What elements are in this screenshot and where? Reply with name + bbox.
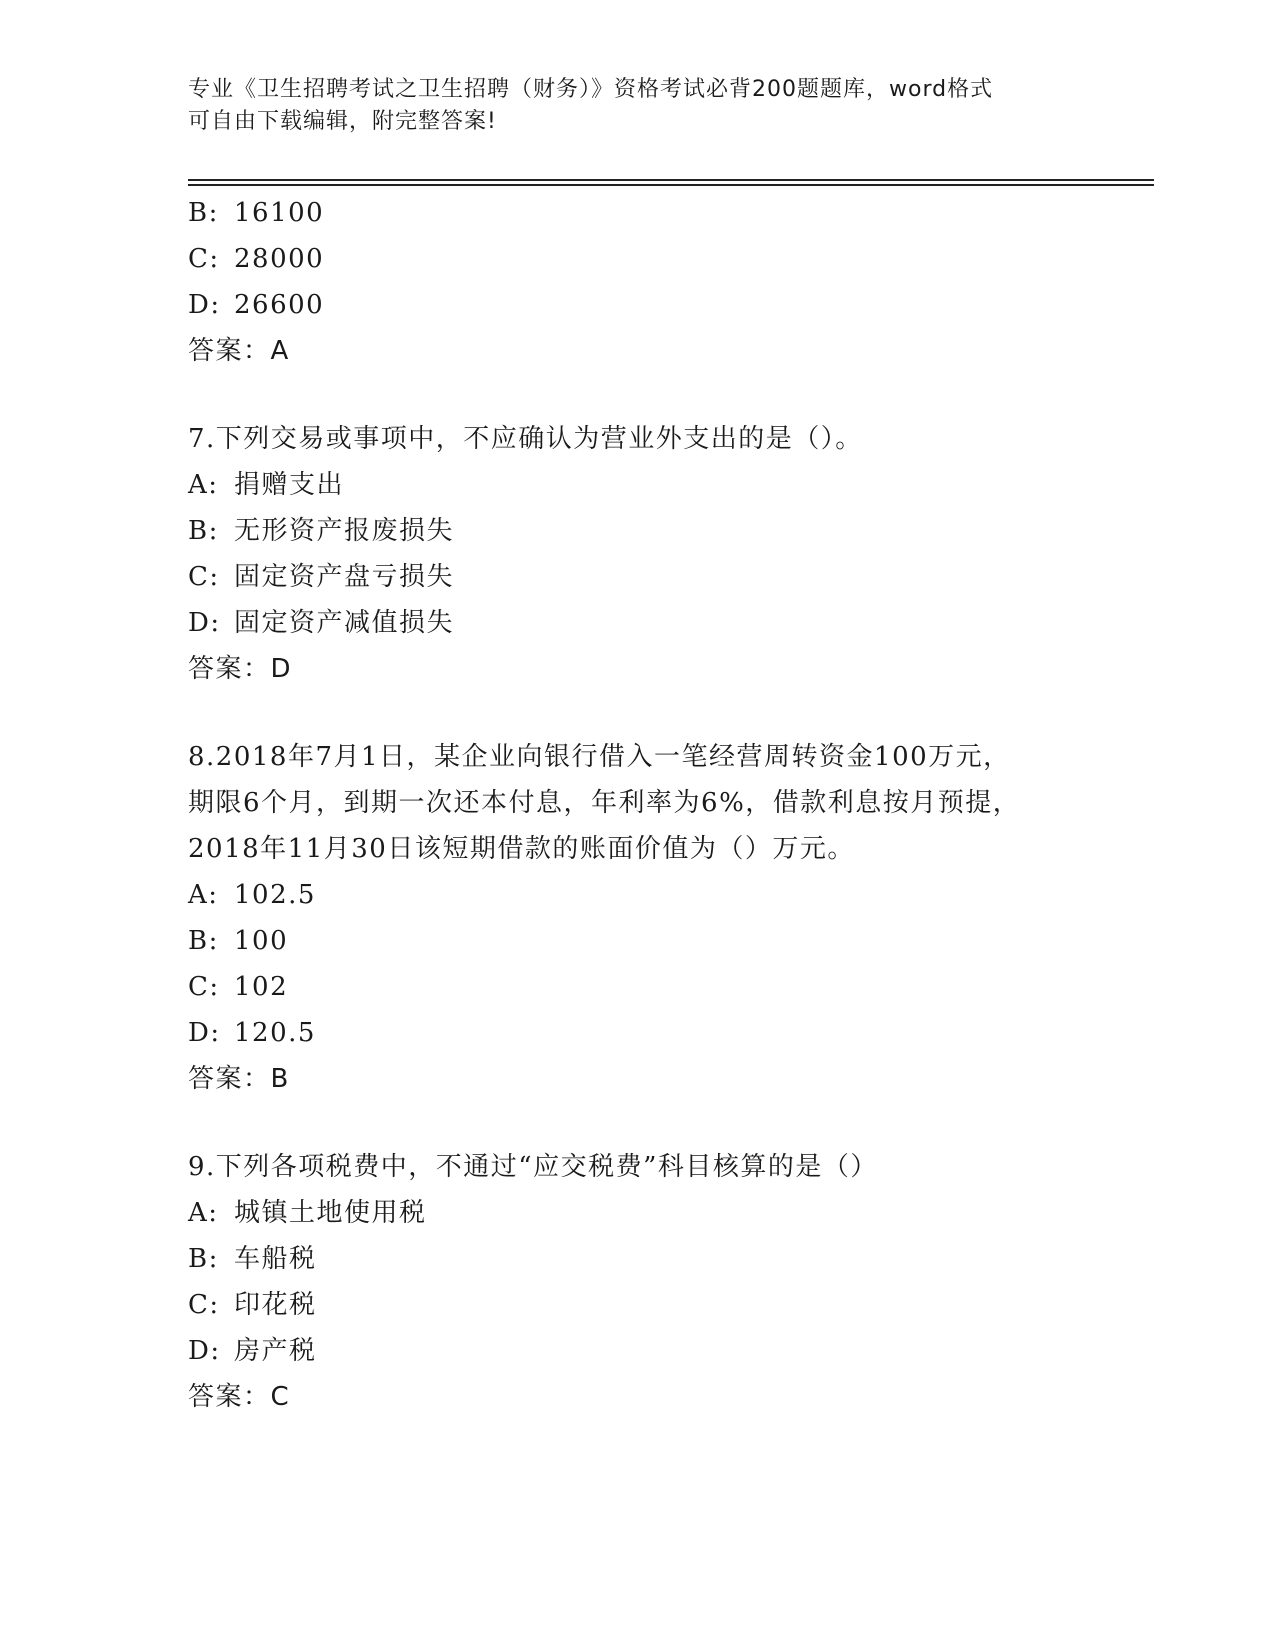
- option-text: 捐赠支出: [234, 470, 345, 500]
- option-row: [188, 1010, 1088, 1056]
- option-letter: C:: [188, 244, 220, 274]
- option-row: [188, 282, 1088, 328]
- option-row: [188, 190, 1088, 236]
- question-stem: 期限6个月，到期一次还本付息，年利率为6%，借款利息按月预提，: [188, 788, 1021, 818]
- document-header: [188, 74, 1088, 138]
- question-block-9: [188, 1144, 1088, 1420]
- option-text: 28000: [234, 244, 325, 274]
- option-text: 固定资产减值损失: [234, 608, 455, 638]
- option-row: [188, 1328, 1088, 1374]
- option-row: [188, 1190, 1088, 1236]
- option-row: [188, 554, 1088, 600]
- header-rule-top: [188, 179, 1154, 181]
- header-rule-bottom: [188, 184, 1154, 186]
- header-line-2: 可自由下载编辑，附完整答案!: [188, 109, 497, 134]
- option-row: [188, 964, 1088, 1010]
- option-text: 城镇土地使用税: [234, 1198, 427, 1228]
- option-letter: B:: [188, 926, 219, 956]
- option-letter: A:: [188, 1198, 219, 1228]
- option-letter: A:: [188, 470, 219, 500]
- option-text: 房产税: [234, 1336, 317, 1366]
- option-letter: D:: [188, 290, 221, 320]
- option-letter: D:: [188, 1018, 221, 1048]
- option-letter: D:: [188, 608, 221, 638]
- option-text: 120.5: [234, 1018, 316, 1048]
- question-block-8: [188, 734, 1088, 1102]
- option-text: 102: [234, 972, 289, 1002]
- option-row: [188, 600, 1088, 646]
- option-text: 100: [234, 926, 289, 956]
- option-letter: B:: [188, 1244, 219, 1274]
- option-letter: C:: [188, 1290, 220, 1320]
- question-stem: 7.下列交易或事项中，不应确认为营业外支出的是（）。: [188, 424, 863, 454]
- header-line-1: 专业《卫生招聘考试之卫生招聘（财务）》资格考试必背200题题库，word格式: [188, 77, 994, 102]
- option-text: 26600: [234, 290, 325, 320]
- option-text: 16100: [234, 198, 325, 228]
- option-text: 印花税: [234, 1290, 317, 1320]
- question-block-prev: [188, 190, 1088, 374]
- option-row: [188, 918, 1088, 964]
- answer-line: 答案：B: [188, 1064, 290, 1094]
- question-list: [188, 190, 1088, 1420]
- option-row: [188, 236, 1088, 282]
- option-letter: A:: [188, 880, 219, 910]
- option-letter: C:: [188, 562, 220, 592]
- option-text: 车船税: [234, 1244, 317, 1274]
- option-text: 无形资产报废损失: [234, 516, 455, 546]
- question-block-7: [188, 416, 1088, 692]
- question-stem: 2018年11月30日该短期借款的账面价值为（）万元。: [188, 834, 855, 864]
- option-row: [188, 508, 1088, 554]
- option-letter: D:: [188, 1336, 221, 1366]
- option-letter: B:: [188, 516, 219, 546]
- option-letter: B:: [188, 198, 219, 228]
- option-text: 固定资产盘亏损失: [234, 562, 455, 592]
- question-stem: 8.2018年7月1日，某企业向银行借入一笔经营周转资金100万元，: [188, 742, 1011, 772]
- question-stem: 9.下列各项税费中，不通过“应交税费”科目核算的是（）: [188, 1152, 878, 1182]
- answer-line: 答案：D: [188, 654, 293, 684]
- option-row: [188, 1236, 1088, 1282]
- option-row: [188, 462, 1088, 508]
- answer-line: 答案：A: [188, 336, 290, 366]
- option-row: [188, 1282, 1088, 1328]
- option-letter: C:: [188, 972, 220, 1002]
- option-text: 102.5: [234, 880, 316, 910]
- option-row: [188, 872, 1088, 918]
- answer-line: 答案：C: [188, 1382, 291, 1412]
